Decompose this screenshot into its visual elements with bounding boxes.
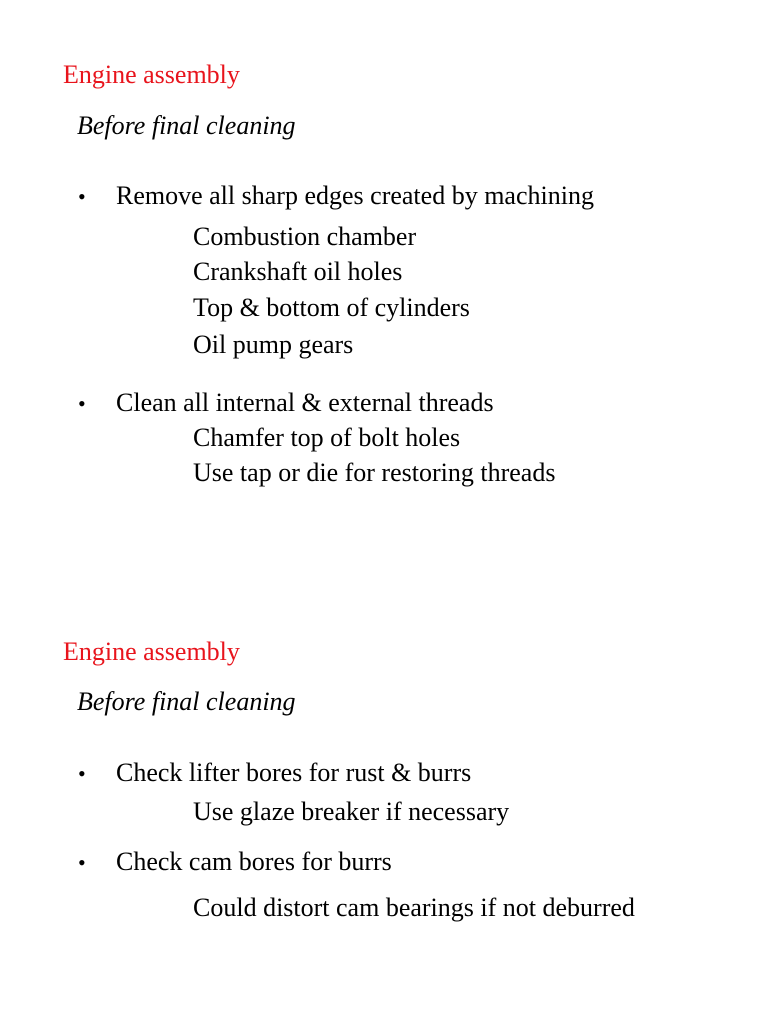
sub-item: Use glaze breaker if necessary	[193, 797, 510, 826]
sub-item: Use tap or die for restoring threads	[193, 458, 556, 487]
slide-1-title: Engine assembly	[63, 60, 240, 89]
slide-2-subtitle: Before final cleaning	[77, 687, 296, 716]
bullet-text: Check cam bores for burrs	[116, 847, 392, 876]
sub-item: Could distort cam bearings if not deburred	[193, 893, 635, 922]
slide-2-title: Engine assembly	[63, 637, 240, 666]
slide-1-subtitle: Before final cleaning	[77, 111, 296, 140]
sub-item: Chamfer top of bolt holes	[193, 423, 461, 452]
bullet-dot-icon: •	[78, 391, 86, 416]
bullet-dot-icon: •	[78, 761, 86, 786]
bullet-dot-icon: •	[78, 184, 86, 209]
sub-item: Oil pump gears	[193, 330, 354, 359]
sub-item: Combustion chamber	[193, 222, 417, 251]
bullet-text: Check lifter bores for rust & burrs	[116, 758, 472, 787]
sub-item: Crankshaft oil holes	[193, 257, 403, 286]
bullet-dot-icon: •	[78, 850, 86, 875]
bullet-text: Clean all internal & external threads	[116, 388, 494, 417]
sub-item: Top & bottom of cylinders	[193, 293, 470, 322]
bullet-text: Remove all sharp edges created by machining	[116, 181, 594, 210]
